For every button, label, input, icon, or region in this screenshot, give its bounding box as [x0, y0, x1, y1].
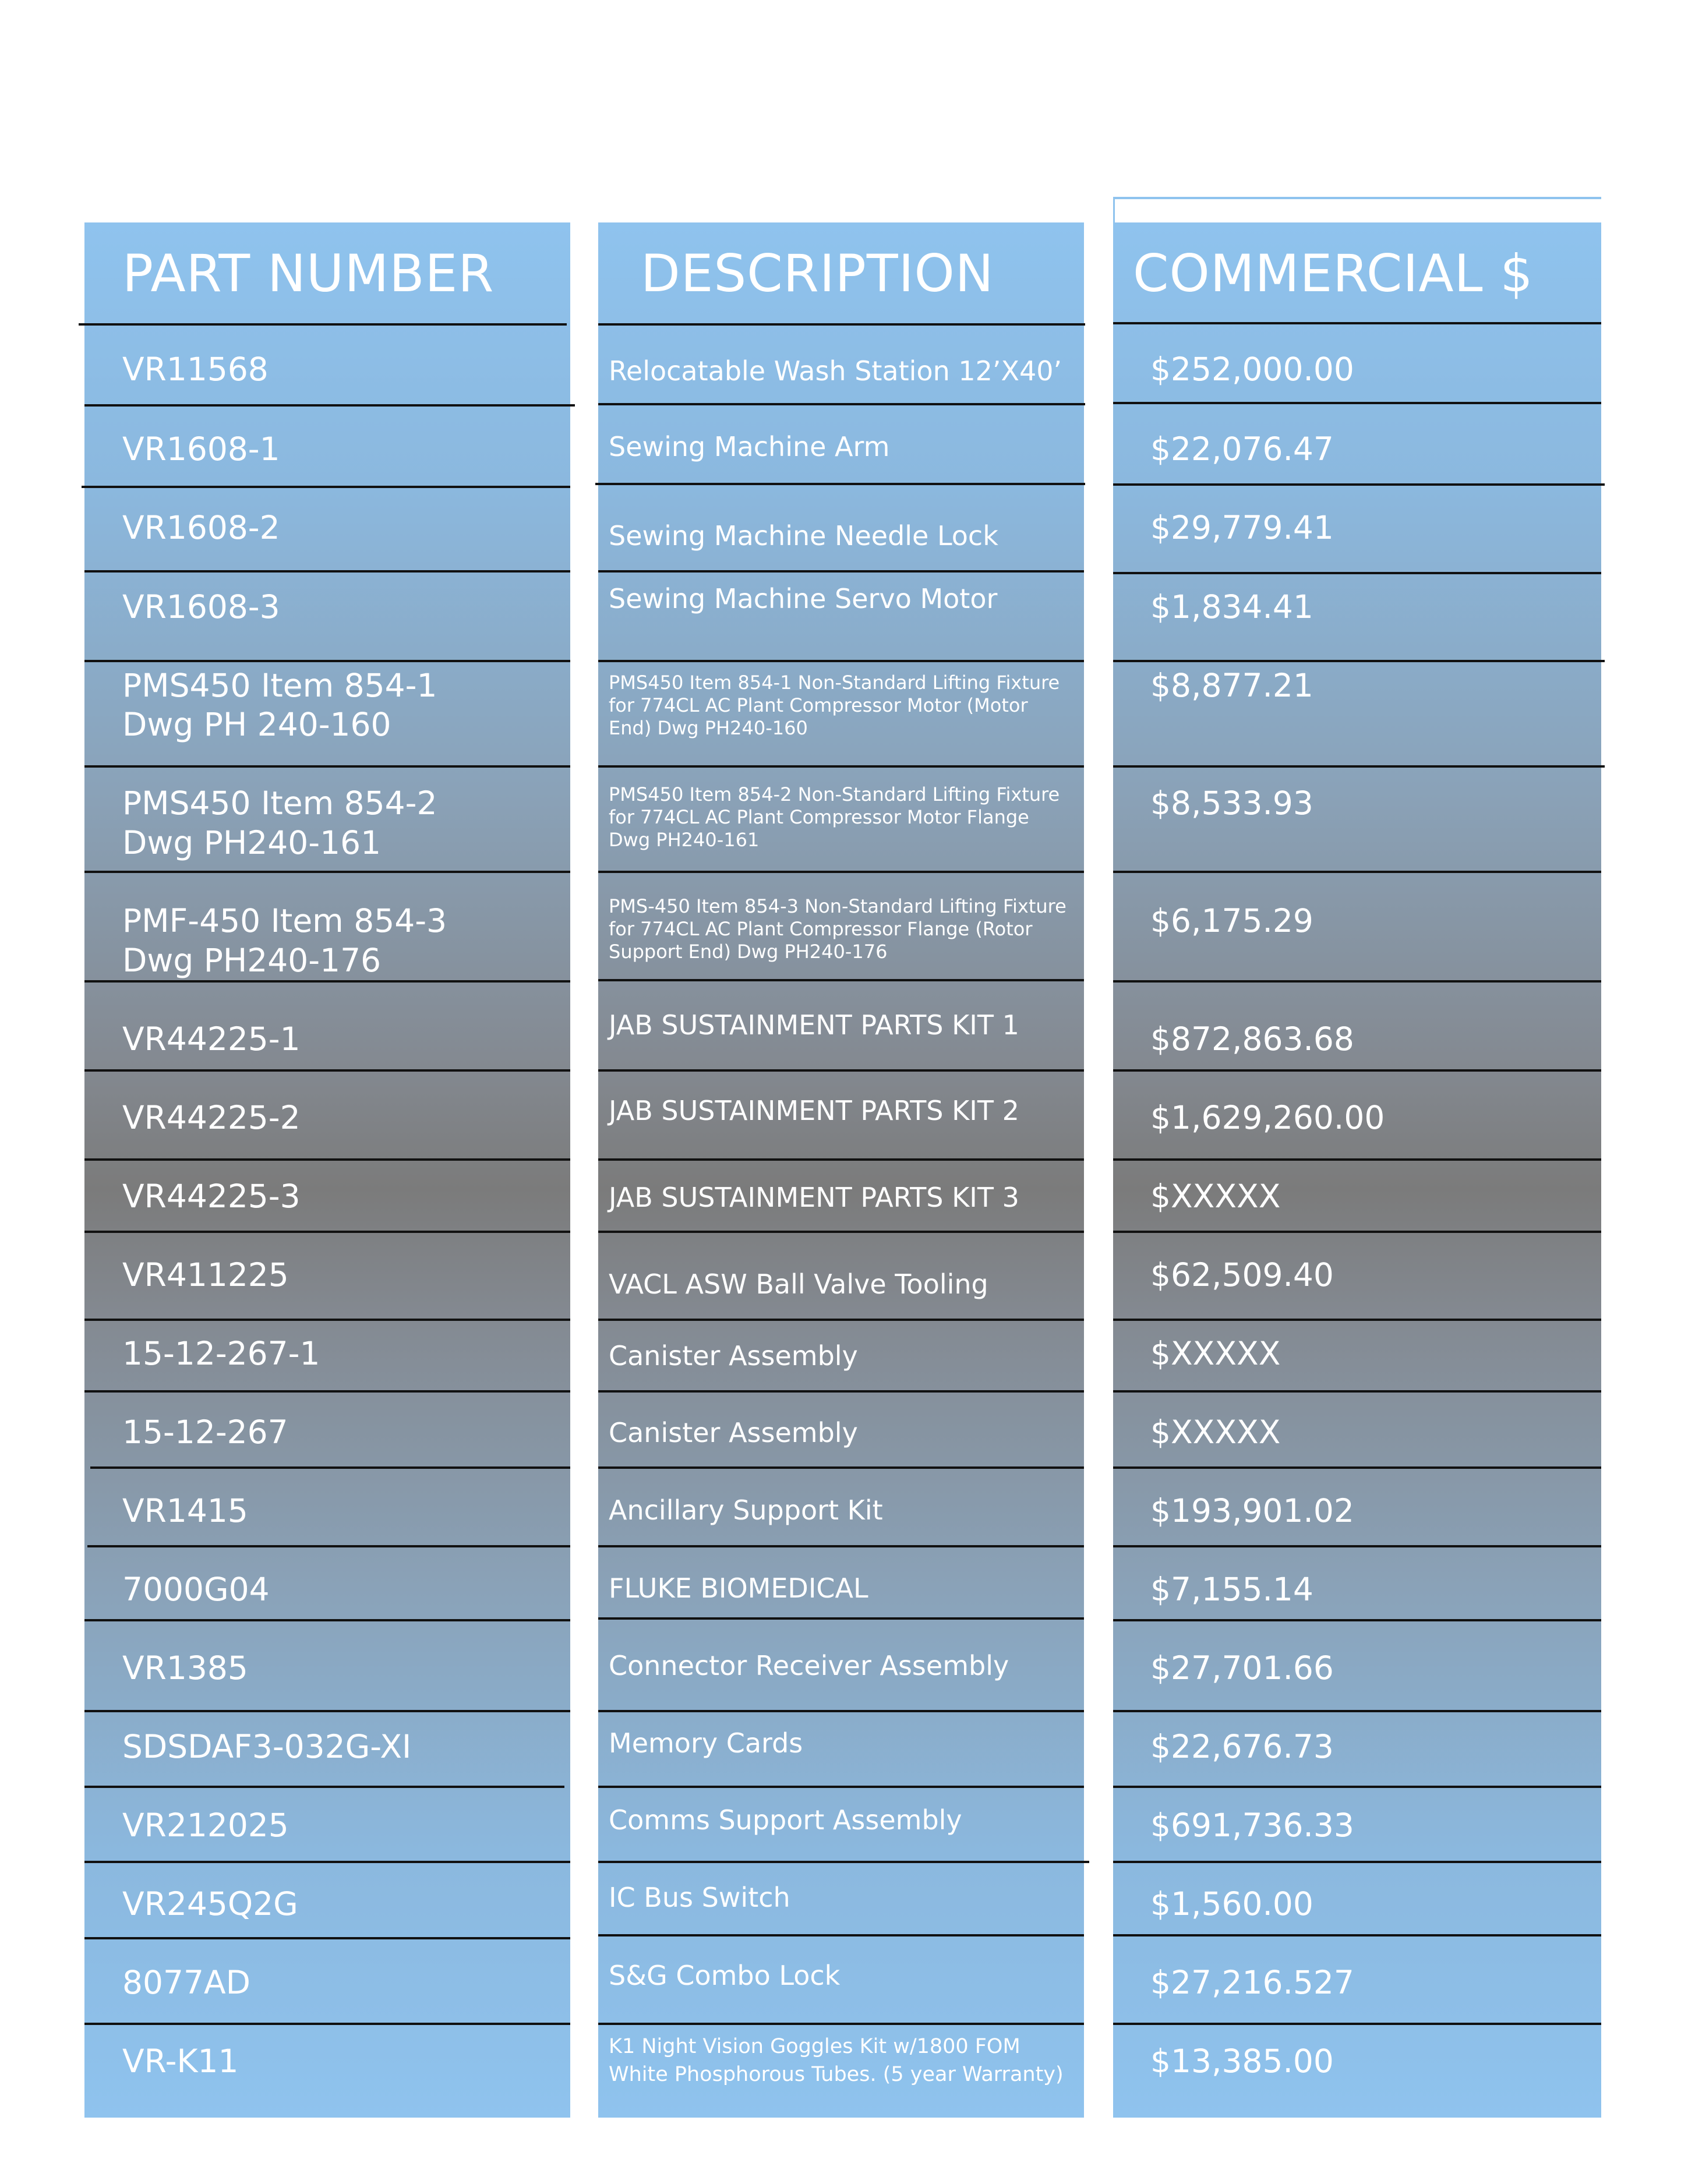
- row-divider: [1113, 1545, 1601, 1547]
- description-cell: IC Bus Switch: [609, 1882, 790, 1913]
- description-cell: S&G Combo Lock: [609, 1960, 841, 1991]
- part-number-cell: VR1608-1: [122, 430, 280, 468]
- description-cell: Canister Assembly: [609, 1340, 858, 1372]
- row-divider: [82, 486, 570, 488]
- row-divider: [1113, 765, 1605, 768]
- row-divider: [598, 1545, 1084, 1547]
- row-divider: [84, 570, 570, 572]
- row-divider: [84, 1158, 570, 1161]
- row-divider: [84, 404, 575, 407]
- part-number-cell: SDSDAF3-032G-XI: [122, 1728, 412, 1765]
- row-divider: [598, 323, 1085, 326]
- row-divider: [84, 1390, 570, 1393]
- row-divider: [598, 1069, 1084, 1072]
- row-divider: [1113, 1319, 1601, 1321]
- row-divider: [84, 1937, 570, 1939]
- part-number-cell: VR44225-3: [122, 1178, 301, 1215]
- price-cell: $7,155.14: [1150, 1571, 1313, 1608]
- row-divider: [598, 570, 1084, 572]
- row-divider: [84, 1069, 570, 1072]
- row-divider: [1113, 660, 1605, 662]
- row-divider: [598, 979, 1084, 981]
- price-cell: $691,736.33: [1150, 1807, 1354, 1844]
- description-cell: VACL ASW Ball Valve Tooling: [609, 1268, 988, 1300]
- row-divider: [84, 980, 570, 983]
- part-number-cell-line1: PMF-450 Item 854-3: [122, 902, 447, 939]
- price-cell: $13,385.00: [1150, 2042, 1334, 2080]
- description-cell: PMS-450 Item 854-3 Non-Standard Lifting Fixture for 774CL AC Plant Compressor Flange (Rotor Support End) Dwg PH240-176: [609, 895, 1067, 963]
- part-number-cell: 8077AD: [122, 1964, 250, 2001]
- row-divider: [79, 323, 567, 326]
- row-divider: [598, 1390, 1084, 1393]
- price-cell: $62,509.40: [1150, 1256, 1334, 1294]
- part-number-cell: VR11568: [122, 351, 269, 388]
- row-divider: [84, 1319, 570, 1321]
- part-number-cell-line2: Dwg PH 240-160: [122, 706, 391, 743]
- commercial-column-left-border: [1113, 197, 1115, 224]
- row-divider: [1113, 402, 1601, 404]
- price-cell: $22,676.73: [1150, 1728, 1334, 1765]
- row-divider: [84, 765, 570, 768]
- row-divider: [1113, 1466, 1601, 1469]
- price-cell: $1,560.00: [1150, 1885, 1313, 1923]
- price-cell: $27,216.527: [1150, 1964, 1354, 2001]
- row-divider: [87, 1545, 570, 1547]
- row-divider: [84, 871, 570, 873]
- row-divider: [598, 871, 1084, 873]
- row-divider: [1113, 1710, 1601, 1712]
- row-divider: [84, 1861, 570, 1863]
- row-divider: [84, 2023, 570, 2025]
- row-divider: [1113, 1390, 1601, 1393]
- description-cell: Connector Receiver Assembly: [609, 1650, 1009, 1681]
- row-divider: [598, 1786, 1084, 1788]
- header-description: DESCRIPTION: [641, 243, 994, 303]
- description-cell: JAB SUSTAINMENT PARTS KIT 1: [609, 1009, 1019, 1041]
- part-number-cell: VR1608-3: [122, 588, 280, 625]
- row-divider: [598, 1319, 1084, 1321]
- description-cell: K1 Night Vision Goggles Kit w/1800 FOM White Phosphorous Tubes. (5 year Warranty): [609, 2035, 1064, 2086]
- row-divider: [598, 1158, 1084, 1161]
- header-commercial: COMMERCIAL $: [1133, 243, 1534, 303]
- part-number-cell-line1: PMS450 Item 854-1: [122, 667, 437, 704]
- description-cell: PMS450 Item 854-2 Non-Standard Lifting Fixture for 774CL AC Plant Compressor Motor Flange Dwg PH240-161: [609, 783, 1060, 851]
- row-divider: [1113, 871, 1601, 873]
- price-cell: $193,901.02: [1150, 1492, 1354, 1529]
- price-cell: $XXXXX: [1150, 1413, 1281, 1451]
- price-cell: $29,779.41: [1150, 509, 1334, 546]
- part-number-cell: VR1608-2: [122, 509, 280, 546]
- description-cell: Comms Support Assembly: [609, 1804, 962, 1836]
- description-cell: Canister Assembly: [609, 1417, 858, 1448]
- price-cell: $872,863.68: [1150, 1020, 1354, 1058]
- row-divider: [1113, 2023, 1601, 2025]
- row-divider: [598, 2023, 1084, 2025]
- part-number-cell: VR245Q2G: [122, 1885, 298, 1923]
- price-cell: $1,834.41: [1150, 588, 1313, 625]
- part-number-cell-line2: Dwg PH240-176: [122, 942, 382, 979]
- part-number-cell: VR1415: [122, 1492, 248, 1529]
- price-cell: $27,701.66: [1150, 1649, 1334, 1687]
- row-divider: [84, 1231, 570, 1233]
- row-divider: [84, 1786, 564, 1788]
- part-number-cell: VR1385: [122, 1649, 248, 1687]
- row-divider: [1113, 1861, 1601, 1863]
- row-divider: [598, 1710, 1084, 1712]
- header-part-number: PART NUMBER: [122, 243, 495, 303]
- price-cell: $XXXXX: [1150, 1178, 1281, 1215]
- row-divider: [1113, 1786, 1601, 1788]
- price-cell: $8,533.93: [1150, 784, 1313, 822]
- description-cell: PMS450 Item 854-1 Non-Standard Lifting Fixture for 774CL AC Plant Compressor Motor (Motor End) Dwg PH240-160: [609, 672, 1060, 739]
- row-divider: [598, 1861, 1089, 1863]
- row-divider: [1113, 322, 1601, 324]
- row-divider: [1113, 572, 1601, 574]
- part-number-cell: 15-12-267-1: [122, 1335, 320, 1372]
- row-divider: [595, 483, 1085, 485]
- row-divider: [1113, 1069, 1601, 1072]
- row-divider: [84, 1619, 570, 1621]
- price-cell: $6,175.29: [1150, 902, 1313, 939]
- part-number-cell: VR44225-2: [122, 1099, 301, 1136]
- description-cell: Memory Cards: [609, 1727, 803, 1759]
- description-cell: Sewing Machine Needle Lock: [609, 520, 998, 552]
- row-divider: [84, 1710, 570, 1712]
- row-divider: [90, 1466, 570, 1469]
- part-number-cell-line2: Dwg PH240-161: [122, 824, 382, 861]
- row-divider: [598, 765, 1084, 768]
- description-cell: Sewing Machine Servo Motor: [609, 583, 998, 614]
- row-divider: [598, 1934, 1084, 1936]
- part-number-cell: VR44225-1: [122, 1020, 301, 1058]
- description-cell: JAB SUSTAINMENT PARTS KIT 3: [609, 1182, 1019, 1213]
- row-divider: [1113, 980, 1601, 983]
- price-cell: $8,877.21: [1150, 667, 1313, 704]
- part-number-cell: VR-K11: [122, 2042, 239, 2080]
- row-divider: [1113, 483, 1605, 486]
- row-divider: [1113, 1619, 1601, 1621]
- row-divider: [598, 1617, 1084, 1620]
- price-cell: $22,076.47: [1150, 430, 1334, 468]
- row-divider: [1113, 1158, 1601, 1161]
- description-cell: Sewing Machine Arm: [609, 431, 890, 462]
- row-divider: [1113, 1231, 1601, 1233]
- part-number-cell: 15-12-267: [122, 1413, 288, 1451]
- price-cell: $252,000.00: [1150, 351, 1354, 388]
- description-cell: Ancillary Support Kit: [609, 1494, 883, 1526]
- row-divider: [598, 660, 1084, 662]
- description-cell: Relocatable Wash Station 12’X40’: [609, 355, 1062, 387]
- part-number-cell-line1: PMS450 Item 854-2: [122, 784, 437, 822]
- price-cell: $1,629,260.00: [1150, 1099, 1385, 1136]
- commercial-column-top-border: [1113, 197, 1601, 199]
- part-number-cell: VR212025: [122, 1807, 289, 1844]
- description-cell: FLUKE BIOMEDICAL: [609, 1572, 868, 1604]
- row-divider: [598, 403, 1085, 405]
- row-divider: [1113, 1934, 1601, 1936]
- part-number-cell: VR411225: [122, 1256, 289, 1294]
- row-divider: [598, 1231, 1084, 1233]
- price-cell: $XXXXX: [1150, 1335, 1281, 1372]
- row-divider: [84, 660, 570, 662]
- part-number-cell: 7000G04: [122, 1571, 270, 1608]
- row-divider: [598, 1466, 1084, 1469]
- description-cell: JAB SUSTAINMENT PARTS KIT 2: [609, 1095, 1019, 1126]
